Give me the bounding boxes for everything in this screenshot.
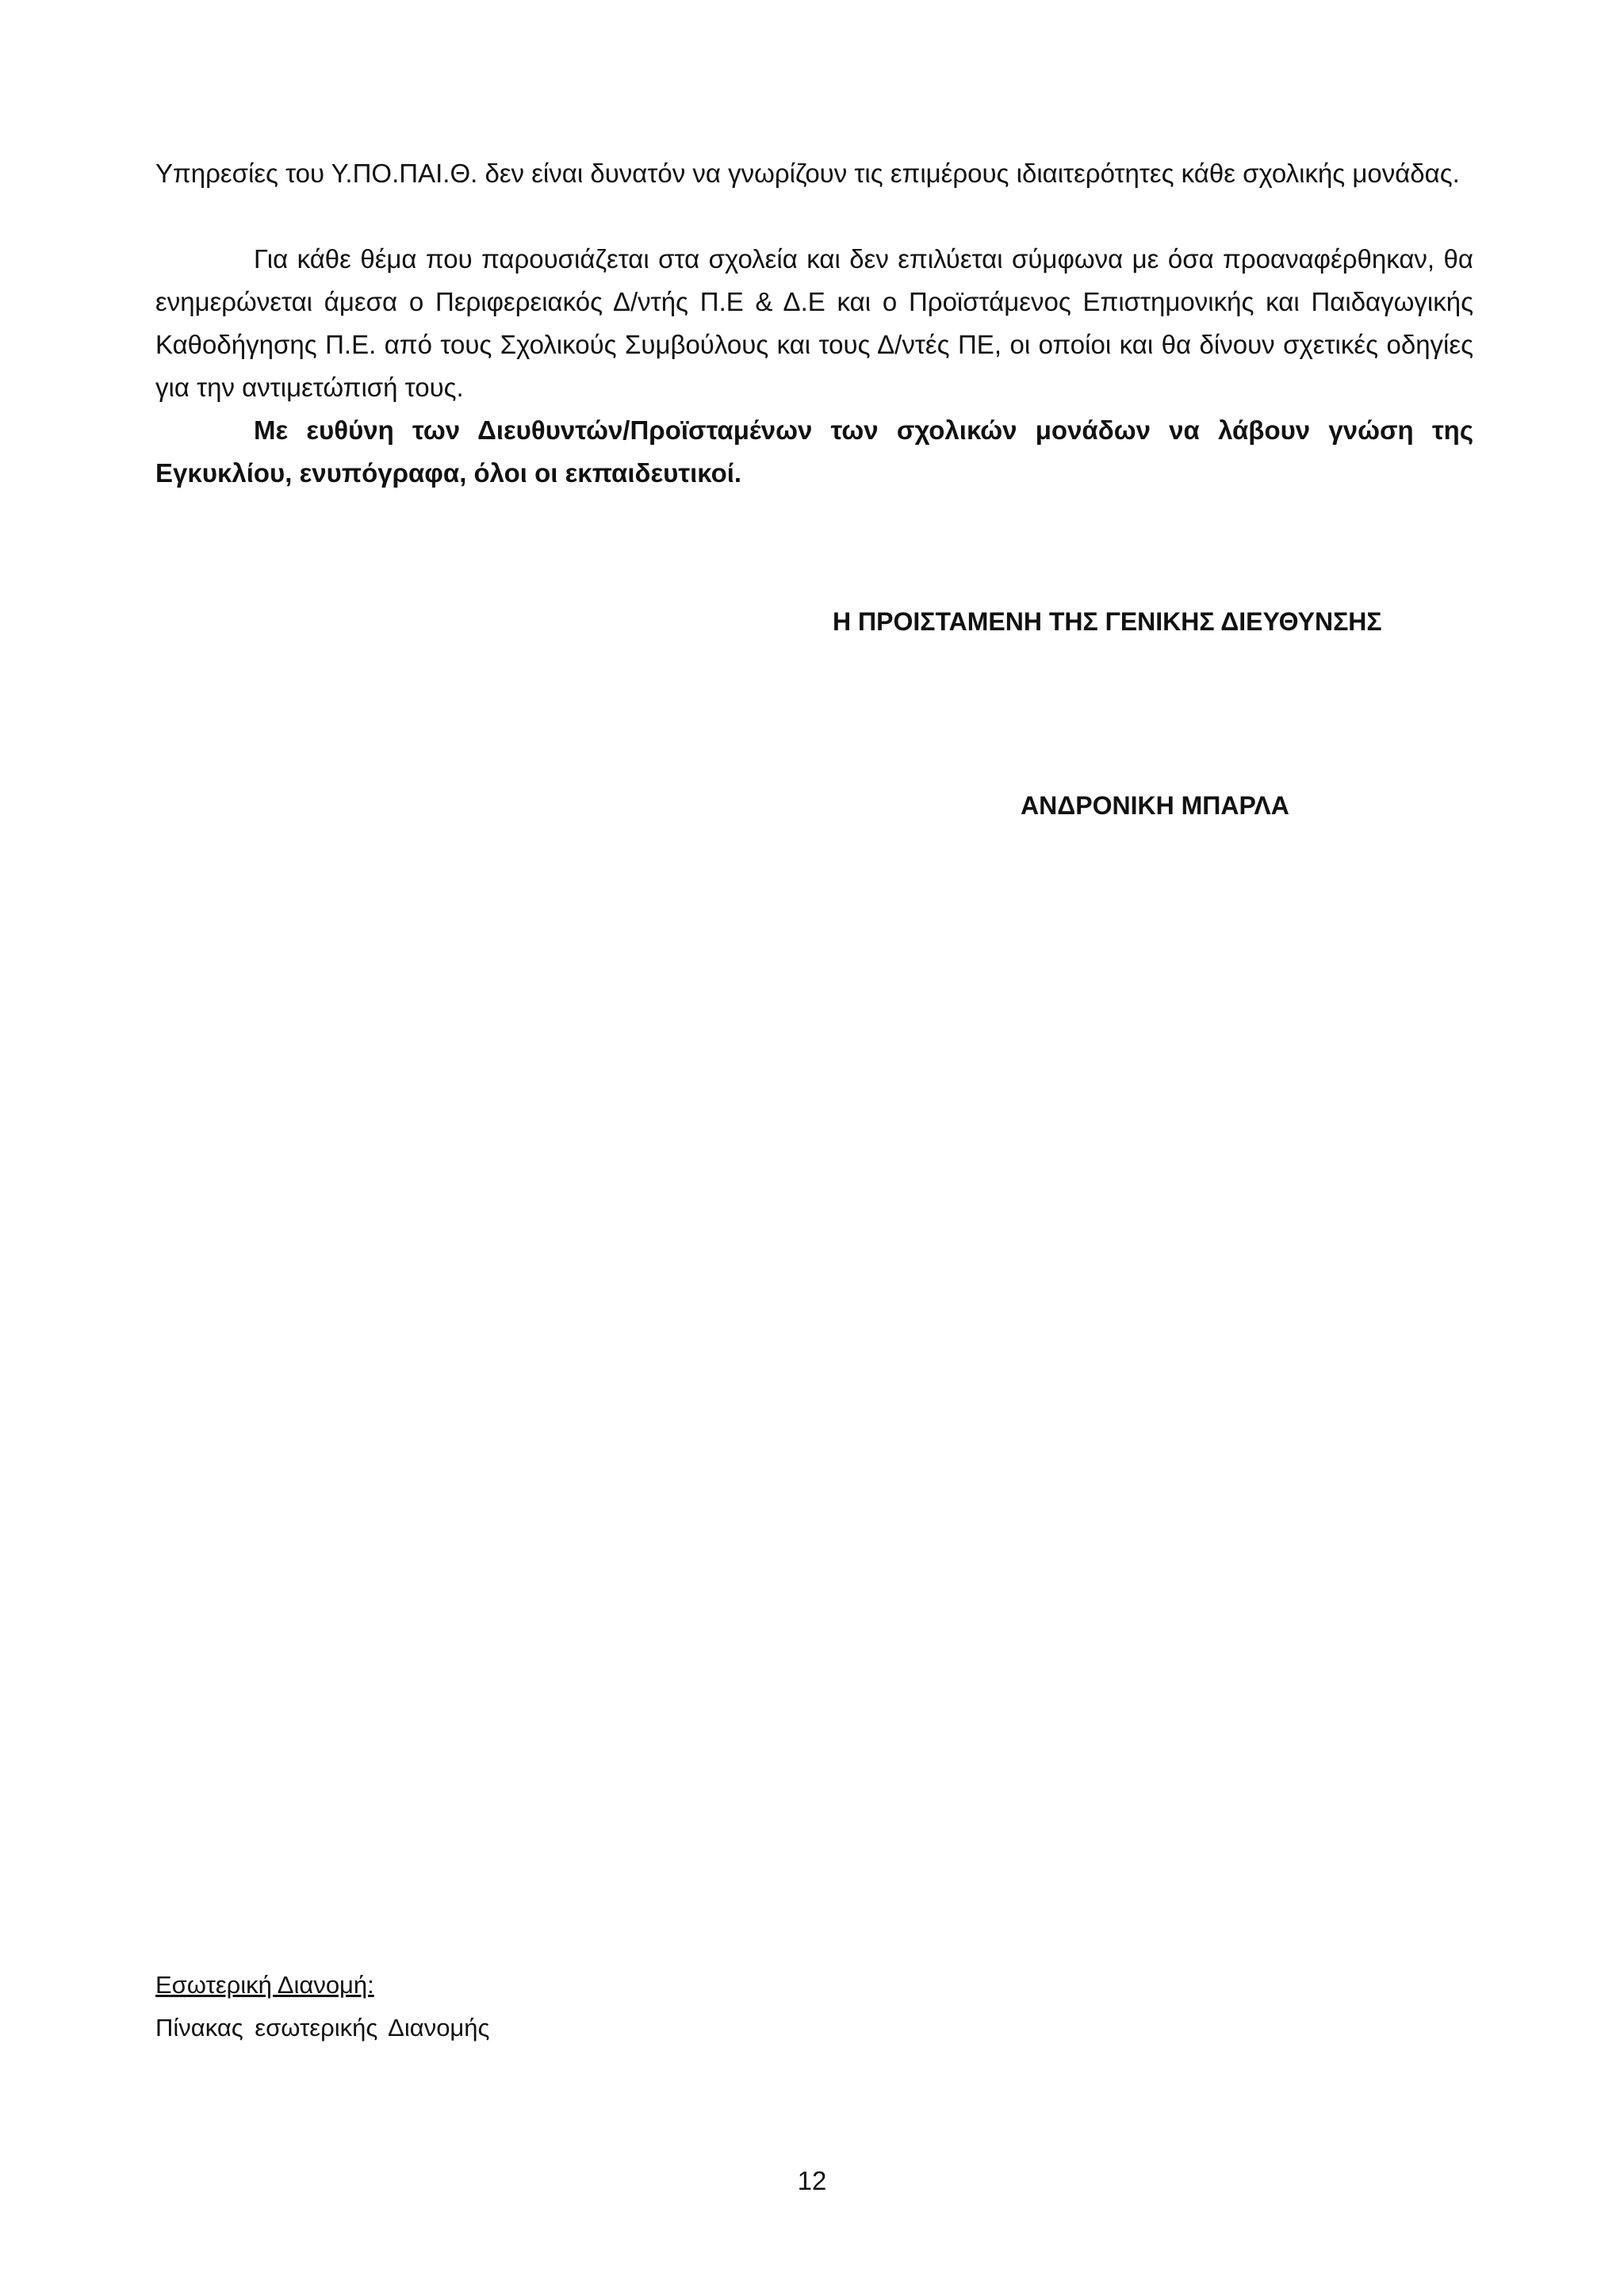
signatory-title: Η ΠΡΟΙΣΤΑΜΕΝΗ ΤΗΣ ΓΕΝΙΚΗΣ ΔΙΕΥΘΥΝΣΗΣ	[833, 607, 1382, 636]
distribution-item: Πίνακας εσωτερικής Διανομής	[155, 2014, 490, 2042]
paragraph-services: Υπηρεσίες του Υ.ΠΟ.ΠΑΙ.Θ. δεν είναι δυνατόν να γνωρίζουν τις επιμέρους ιδιαιτερότητες κάθε σχολικής μονάδας.	[155, 159, 1460, 188]
distribution-heading: Εσωτερική Διανομή:	[155, 1971, 374, 1999]
page-number: 12	[797, 2166, 827, 2195]
paragraph-responsibility-bold: Με ευθύνη των Διευθυντών/Προϊσταμένων των σχολικών μονάδων να λάβουν γνώση της Εγκυκλίου, ενυπόγραφα, όλοι οι εκπαιδευτικοί.	[155, 415, 1473, 488]
signatory-name: ΑΝΔΡΟΝΙΚΗ ΜΠΑΡΛΑ	[1021, 791, 1289, 820]
paragraph-issues-handling: Για κάθε θέμα που παρουσιάζεται στα σχολεία και δεν επιλύεται σύμφωνα με όσα προαναφέρθηκαν, θα ενημερώνεται άμεσα ο Περιφερειακός Δ/ντής Π.Ε & Δ.Ε και ο Προϊστάμενος Επιστημονικής και Παιδαγωγικής Καθοδήγησης Π.Ε. από τους Σχολικούς Συμβούλους και τους Δ/ντές ΠΕ, οι οποίοι και θα δίνουν σχετικές οδηγίες για την αντιμετώπισή τους.	[155, 244, 1473, 402]
